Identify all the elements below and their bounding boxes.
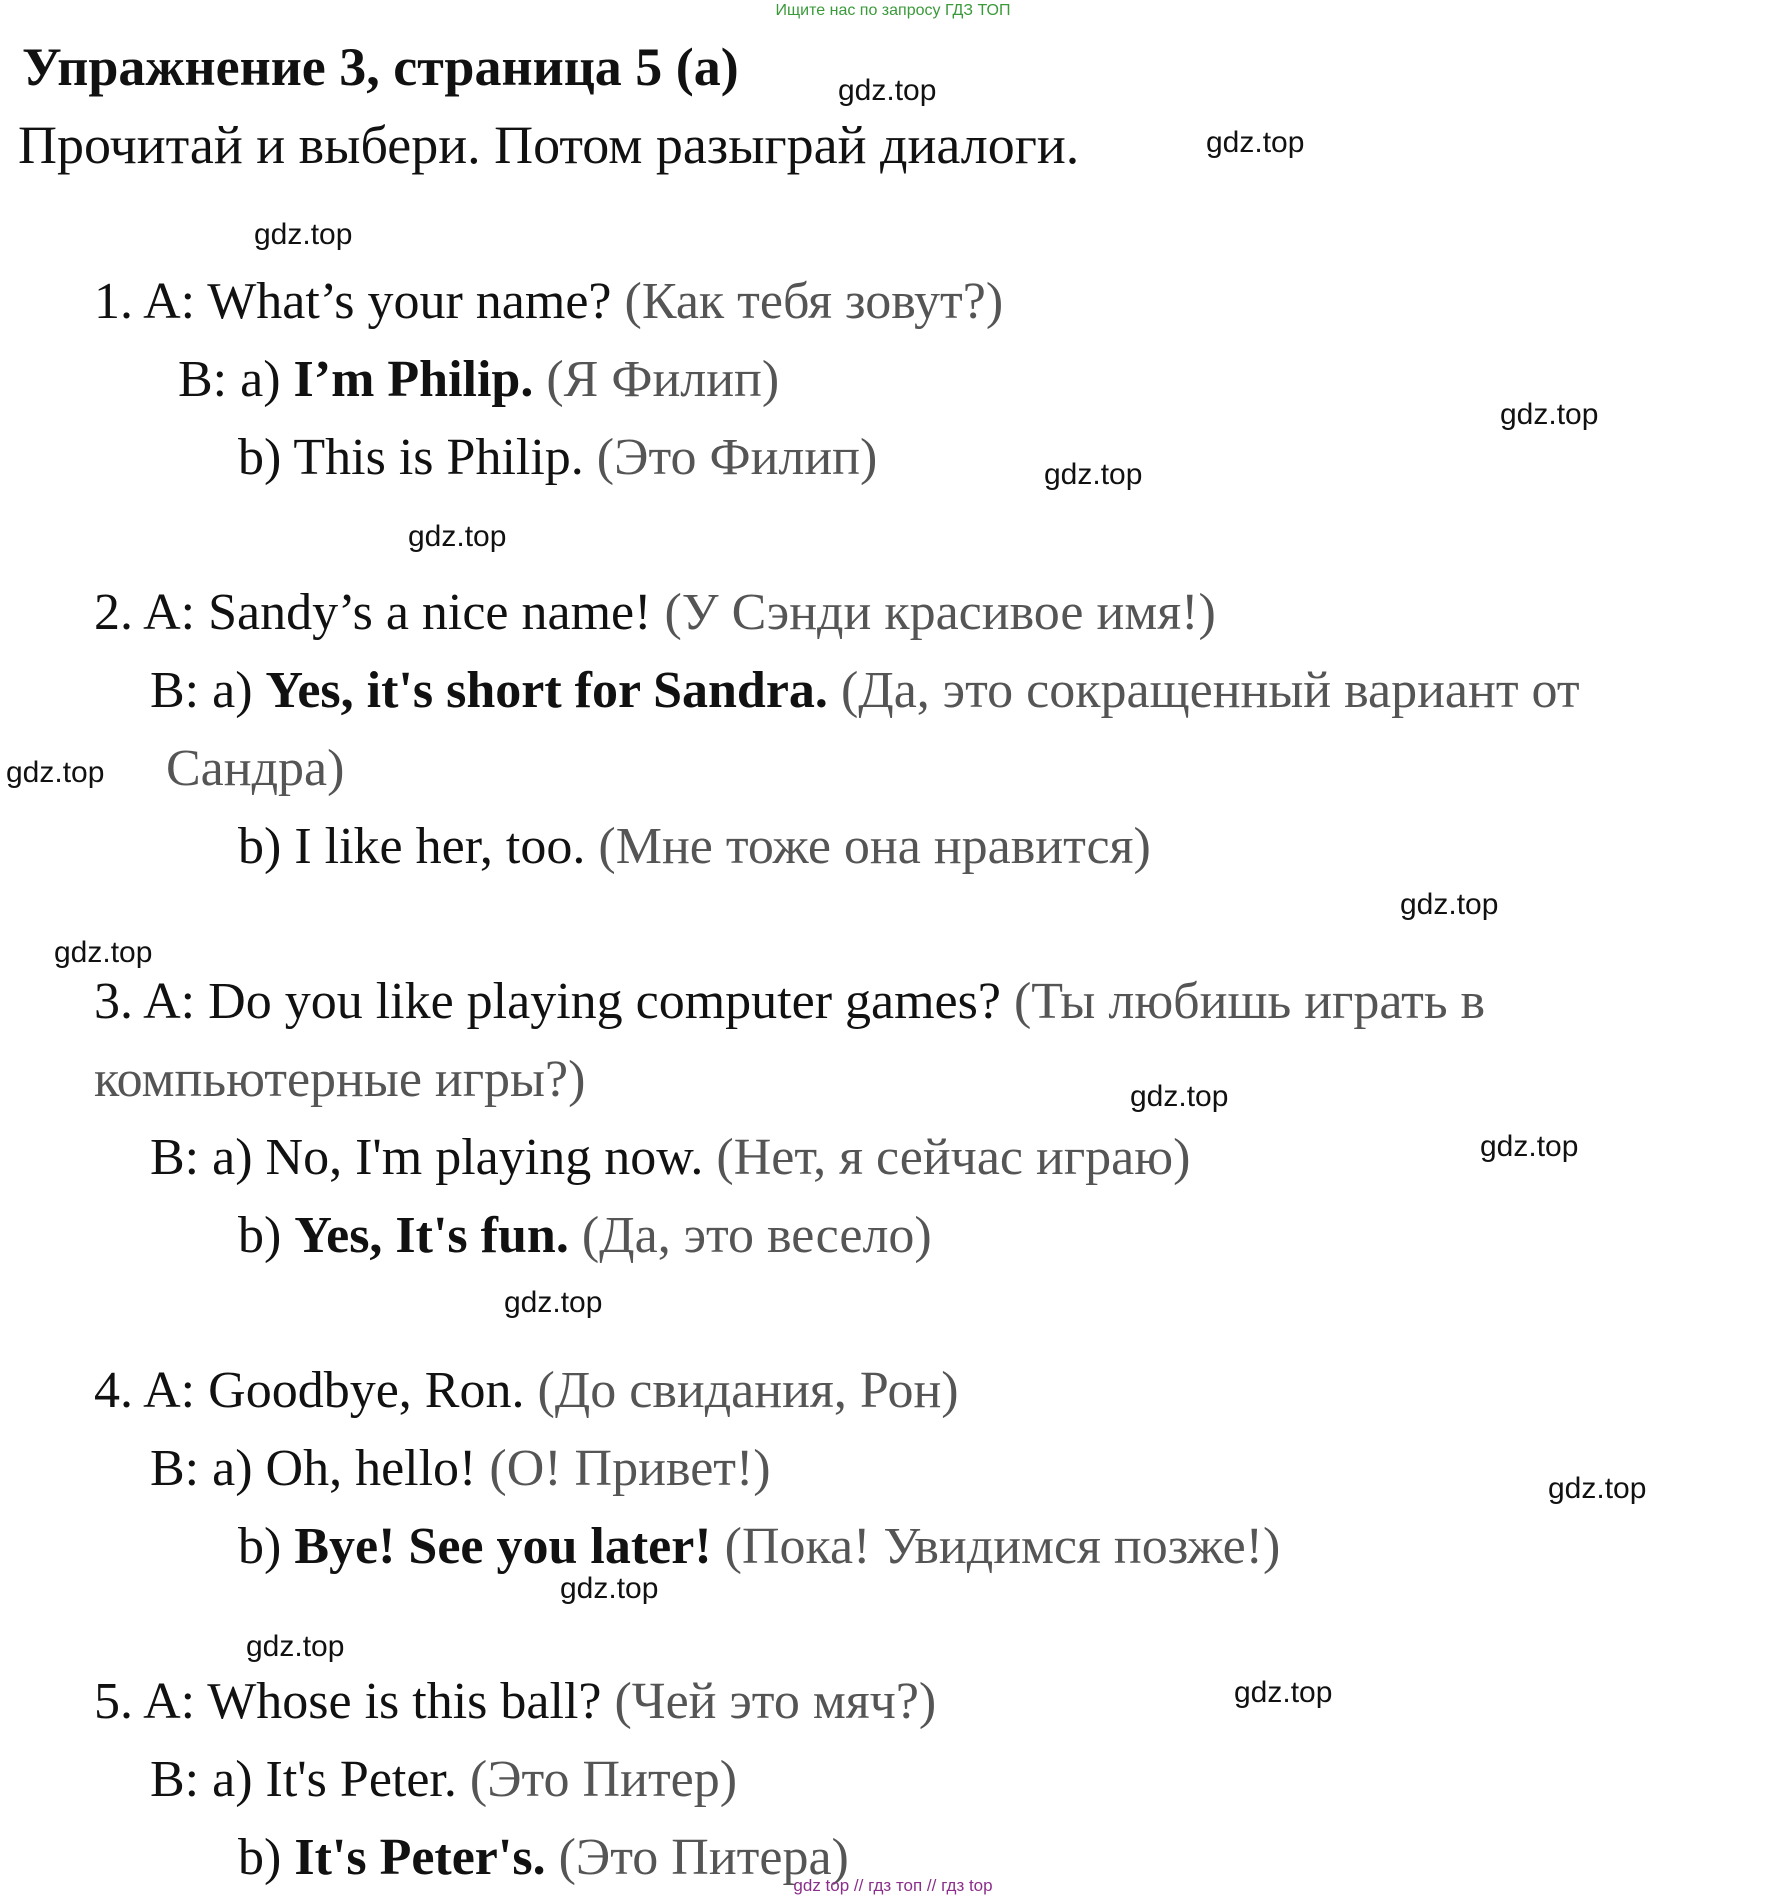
dialogue-1-question: 1. A: What’s your name? (Как тебя зовут?) [94, 273, 1004, 330]
watermark: gdz.top [1500, 398, 1599, 431]
footer-watermark: gdz top // гдз топ // гдз top [793, 1876, 993, 1895]
dialogue-5-option-a: B: a) It's Peter. (Это Питер) [150, 1751, 738, 1808]
instruction-text: Прочитай и выбери. Потом разыграй диалоги. [18, 115, 1080, 175]
dialogue-2-option-a: B: a) Yes, it's short for Sandra. (Да, это сокращенный вариант от [150, 662, 1580, 719]
watermark: gdz.top [254, 218, 353, 251]
dialogue-4-option-b: b) Bye! See you later! (Пока! Увидимся позже!) [238, 1518, 1281, 1575]
dialogue-4-question: 4. A: Goodbye, Ron. (До свидания, Рон) [94, 1362, 959, 1419]
dialogue-3-question: 3. A: Do you like playing computer games? (Ты любишь играть в [94, 973, 1486, 1030]
dialogue-2-option-a-continued: Сандра) [166, 740, 345, 797]
watermark: gdz.top [6, 756, 105, 789]
search-banner[interactable]: Ищите нас по запросу ГДЗ ТОП [775, 2, 1011, 19]
watermark: gdz.top [1044, 458, 1143, 491]
dialogue-1-option-a: B: a) I’m Philip. (Я Филип) [178, 351, 780, 408]
dialogue-3-option-b: b) Yes, It's fun. (Да, это весело) [238, 1207, 932, 1264]
watermark: gdz.top [1234, 1676, 1333, 1709]
watermark: gdz.top [1480, 1130, 1579, 1163]
dialogue-1-option-b: b) This is Philip. (Это Филип) [238, 429, 878, 486]
watermark: gdz.top [504, 1286, 603, 1319]
watermark: gdz.top [1130, 1080, 1229, 1113]
watermark: gdz.top [560, 1572, 659, 1605]
exercise-heading: Упражнение 3, страница 5 (а) [22, 37, 739, 97]
watermark: gdz.top [54, 936, 153, 969]
dialogue-2-question: 2. A: Sandy’s a nice name! (У Сэнди красивое имя!) [94, 584, 1216, 641]
watermark: gdz.top [1206, 126, 1305, 159]
watermark: gdz.top [246, 1630, 345, 1663]
watermark: gdz.top [1548, 1472, 1647, 1505]
dialogue-5-option-b: b) It's Peter's. (Это Питера) [238, 1829, 849, 1886]
watermark: gdz.top [1400, 888, 1499, 921]
dialogue-4-option-a: B: a) Oh, hello! (О! Привет!) [150, 1440, 771, 1497]
watermark: gdz.top [408, 520, 507, 553]
dialogue-5-question: 5. A: Whose is this ball? (Чей это мяч?) [94, 1673, 937, 1730]
watermark: gdz.top [838, 74, 937, 107]
dialogue-3-option-a: B: a) No, I'm playing now. (Нет, я сейчас играю) [150, 1129, 1191, 1186]
dialogue-3-question-continued: компьютерные игры?) [94, 1051, 586, 1108]
dialogue-2-option-b: b) I like her, too. (Мне тоже она нравится) [238, 818, 1151, 875]
